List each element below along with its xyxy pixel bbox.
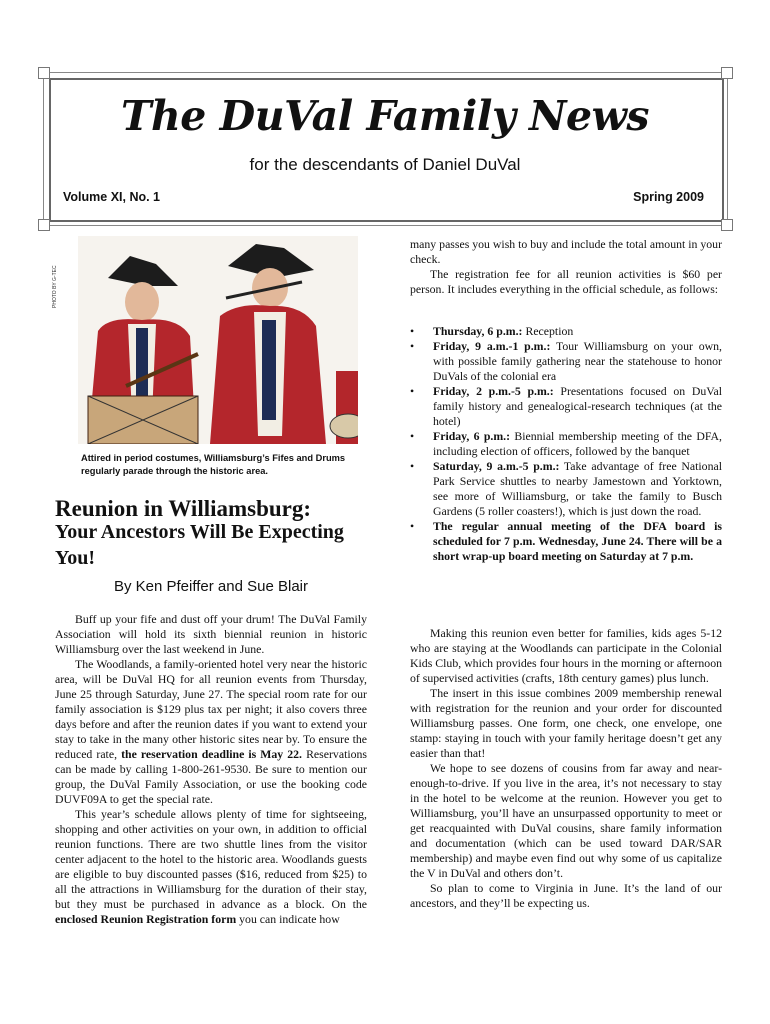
bold-text: enclosed Reunion Registration form [55,912,237,926]
fife-and-drum-photo [78,236,358,444]
volume-number: Volume XI, No. 1 [63,190,161,204]
article-byline: By Ken Pfeiffer and Sue Blair [113,578,308,595]
article-paragraph [55,657,367,807]
schedule-item [410,459,722,519]
schedule-time: The regular annual meeting of the DFA board is scheduled for 7 p.m. Wednesday, June 24. There will be a short wrap-up board meeting on Saturday at 7 p.m. [433,519,722,563]
bullet-icon: • [410,339,415,353]
schedule-time: Friday, 2 p.m.-5 p.m.: [433,384,554,398]
newsletter-subtitle: for the descendants of Daniel DuVal [249,155,521,174]
bold-text: the reservation deadline is May 22. [121,747,303,761]
newsletter-title: The DuVal Family News [120,92,649,140]
article-paragraph: So plan to come to Virginia in June. It’s the land of our ancestors, and they’ll be expecting us. [410,881,722,910]
paragraph-text: you can indicate how [236,912,340,926]
schedule-item [410,519,722,564]
bullet-icon: • [410,324,415,338]
article-paragraph: many passes you wish to buy and include the total amount in your check. [410,237,722,266]
issue-season: Spring 2009 [633,190,704,204]
article-headline: Reunion in Williamsburg: [55,496,312,521]
article-paragraph: We hope to see dozens of cousins from far away and near-enough-to-drive. If you live in the area, it’s not necessary to stay in the hotel to be welcome at the reunion. However you get to Williamsburg, you’ll have an unsurpassed opportunity to meet or get reacquainted with DuVal cousins, share family information and documentation (which can be used toward DAR/SAR membership) and maybe even find out why some of us capitalize the V in DuVal and others don’t. [410,761,722,880]
article-left-column [55,612,367,927]
article-paragraph [55,807,367,927]
article-paragraph: Making this reunion even better for families, kids ages 5-12 who are staying at the Woodlands can participate in the Colonial Kids Club, which provides four hours in the morning or afternoon of supervised activities (crafts, 18th century games) plus lunch. [410,626,722,685]
paragraph-text: This year’s schedule allows plenty of time for sightseeing, shopping and other activities on your own, in addition to official reunion functions. There are two shuttle lines from the visitor center adjacent to the hotel to the historic area. Woodlands guests are eligible to buy discounted passes ($16, reduced from $25) to all the attractions in Williamsburg for the duration of their stay, but they must be purchased in advance as a block. On the [55,807,367,911]
article-paragraph [55,612,367,657]
schedule-description: Take advantage of free National Park Service shuttles to nearby Jamestown and Yorktown, see more of Williamsburg, or take the family to Busch Gardens (5 roller coasters!), which is just down the road. [433,459,722,518]
schedule-item [410,384,722,429]
bullet-icon: • [410,459,415,473]
photo-credit: PHOTO BY G-TEC [52,265,58,308]
schedule-time: Friday, 9 a.m.-1 p.m.: [433,339,551,353]
frame-corner-ornament [38,219,50,231]
frame-corner-ornament [38,67,50,79]
bullet-icon: • [410,519,415,533]
paragraph-text: The Woodlands, a family-oriented hotel very near the historic area, will be DuVal HQ for all reunion events from Thursday, June 25 through Saturday, June 27. The special room rate for our family association is $129 plus tax per night; it also covers three days before and after the reunion dates if you want to extend your stay to take in the many other historic sites near by. To ensure the reduced rate, [55,657,367,761]
schedule-description: Presentations focused on DuVal family history and genealogical-research techniques (at the hotel) [433,384,722,428]
schedule-time: Thursday, 6 p.m.: [433,324,523,338]
article-right-column-top [410,237,722,297]
schedule-item [410,429,722,459]
article-right-column-bottom [410,626,722,911]
article-paragraph: The registration fee for all reunion activities is $60 per person. It includes everything in the official schedule, as follows: [410,267,722,296]
frame-corner-ornament [721,219,733,231]
paragraph-text: Reservations can be made by calling 1-800-261-9530. Be sure to mention our group, the DuVal Family Association, or use the booking code DUVF09A to get the special rate. [55,747,368,806]
bullet-icon: • [410,384,415,398]
schedule-description: Reception [522,324,574,338]
schedule-item [410,339,722,384]
schedule-description: Tour Williamsburg on your own, with possible family gathering near the statehouse to honor DuVals of the colonial era [433,339,722,383]
schedule-item [410,324,722,339]
schedule-time: Saturday, 9 a.m.-5 p.m.: [433,459,560,473]
schedule-time: Friday, 6 p.m.: [433,429,511,443]
frame-corner-ornament [721,67,733,79]
article-subheadline: Your Ancestors Will Be Expecting You! [55,521,344,569]
reunion-schedule-list [410,324,722,564]
article-paragraph: The insert in this issue combines 2009 membership renewal with registration for the reunion and your order for discounted Williamsburg passes. One form, one check, one envelope, one stamp: staying in touch with your family heritage doesn’t get any easier than that! [410,686,722,760]
schedule-description: Biennial membership meeting of the DFA, including election of officers, followed by the banquet [433,429,722,458]
paragraph-text: Buff up your fife and dust off your drum! The DuVal Family Association will hold its sixth biennial reunion in historic Williamsburg over the last weekend in June. [55,612,367,656]
photo-caption: Attired in period costumes, Williamsburg’s Fifes and Drums regularly parade through the historic area. [81,453,346,476]
bullet-icon: • [410,429,415,443]
fife-and-drum-illustration [78,236,358,444]
